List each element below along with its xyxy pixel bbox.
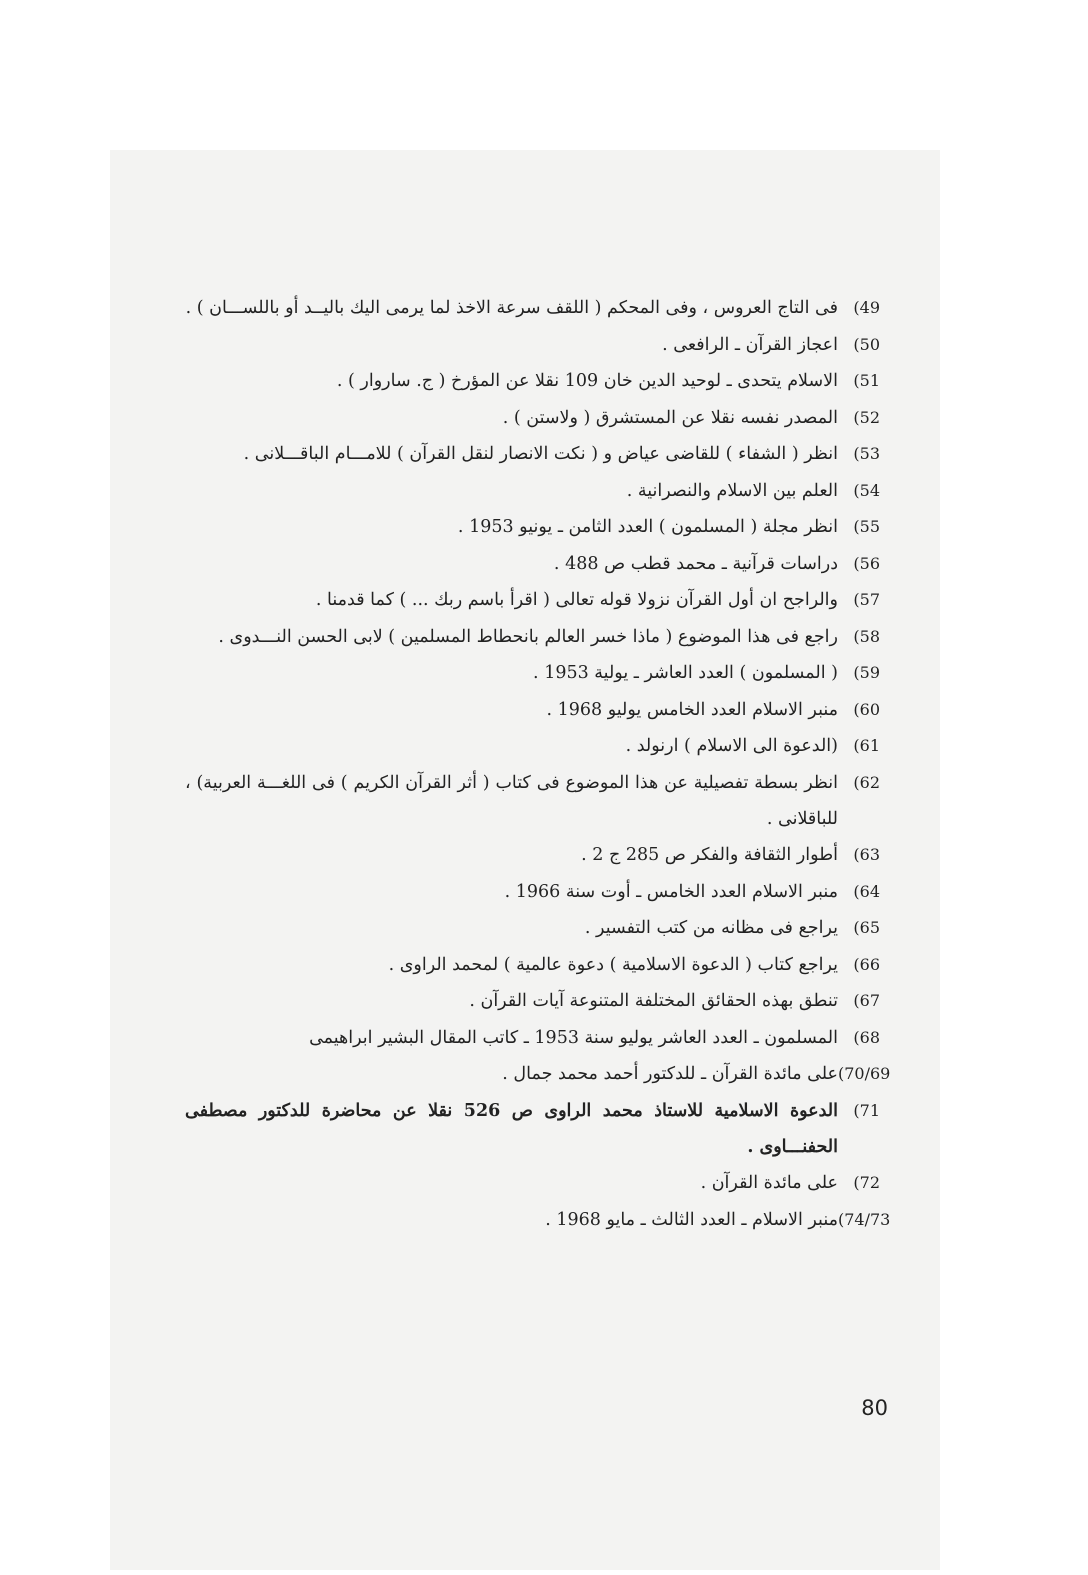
footnote-number: (61: [853, 736, 880, 755]
footnote-text: (الدعوة الى الاسلام ) ارنولد .: [625, 736, 838, 756]
footnote: [185, 290, 880, 326]
footnote-number: (53: [853, 444, 880, 463]
footnote: [185, 327, 880, 363]
footnote-number: (57: [853, 590, 880, 609]
footnote: [185, 765, 880, 837]
footnote-text: المسلمون ـ العدد العاشر يوليو سنة 1953 ـ كاتب المقال البشير ابراهيمى: [309, 1027, 838, 1048]
footnote: [185, 947, 880, 983]
footnotes-list: [185, 290, 891, 1238]
footnote: [185, 473, 880, 509]
footnote: [185, 546, 880, 582]
footnote-text: منبر الاسلام العدد الخامس ـ أوت سنة 1966 .: [504, 881, 838, 902]
footnote: [185, 1093, 880, 1165]
footnote: [185, 655, 880, 691]
footnote: [185, 400, 880, 436]
footnote-number: (51: [853, 371, 880, 390]
footnote-text: تنطق بهذه الحقائق المختلفة المتنوعة آيات القرآن .: [469, 991, 838, 1011]
footnote-number: (72: [853, 1173, 880, 1192]
footnote-text: منبر الاسلام ـ العدد الثالث ـ مايو 1968 .: [545, 1209, 838, 1230]
footnote-number: (54: [853, 480, 880, 500]
footnote: [185, 692, 880, 728]
footnote: [185, 1165, 880, 1201]
footnote-number: (58: [853, 626, 880, 646]
footnote-text: اعجاز القرآن ـ الرافعى .: [662, 334, 838, 355]
footnote-text: فى التاج العروس ، وفى المحكم ( اللقف سرعة الاخذ لما يرمى اليك باليــد أو باللســـان ) .: [185, 298, 838, 318]
footnote-number: (49: [853, 298, 880, 317]
footnote: [185, 619, 880, 655]
footnote: [185, 874, 880, 910]
footnote-text: المصدر نفسه نقلا عن المستشرق ( ولاستن ) .: [502, 407, 838, 428]
footnote-number: (70/69: [838, 1064, 891, 1083]
footnote-text: ( المسلمون ) العدد العاشر ـ يولية 1953 .: [533, 663, 838, 683]
footnote: [185, 1202, 891, 1238]
footnote-text: منبر الاسلام العدد الخامس يوليو 1968 .: [546, 699, 838, 720]
footnote-number: (65: [853, 918, 880, 937]
footnote-text: يراجع فى مظانه من كتب التفسير .: [584, 918, 838, 938]
footnote-text: انظر بسطة تفصيلية عن هذا الموضوع فى كتاب ( أثر القرآن الكريم ) فى اللغـــة العربية) ، للباقلانى .: [185, 772, 838, 829]
footnote: [185, 363, 880, 399]
footnote-number: (55: [853, 517, 880, 536]
footnote: [185, 509, 880, 545]
footnote: [185, 728, 880, 764]
footnote-text: راجع فى هذا الموضوع ( ماذا خسر العالم بانحطاط المسلمين ) لابى الحسن النـــدوى .: [218, 626, 838, 647]
footnote: [185, 1020, 880, 1056]
footnote-number: (52: [853, 407, 880, 427]
footnote-number: (67: [853, 991, 880, 1010]
footnote: [185, 582, 880, 618]
footnote-number: (63: [853, 845, 880, 864]
footnote: [185, 1056, 891, 1092]
footnote-number: (50: [853, 334, 880, 354]
footnote-text: العلم بين الاسلام والنصرانية .: [626, 480, 838, 501]
footnote-text: انظر مجلة ( المسلمون ) العدد الثامن ـ يونيو 1953 .: [457, 517, 838, 537]
footnote-text: دراسات قرآنية ـ محمد قطب ص 488 .: [553, 553, 838, 574]
footnote-text: يراجع كتاب ( الدعوة الاسلامية ) دعوة عالمية ) لمحمد الراوى .: [388, 954, 838, 975]
footnote-text: على مائدة القرآن ـ للدكتور أحمد محمد جمال .: [502, 1064, 838, 1084]
footnote-number: (59: [853, 663, 880, 682]
footnote: [185, 837, 880, 873]
footnote-number: (66: [853, 954, 880, 974]
footnote-text: على مائدة القرآن .: [700, 1173, 838, 1193]
footnote: [185, 910, 880, 946]
footnote-text: انظر ( الشفاء ) للقاضى عياض و ( نكت الانصار لنقل القرآن ) للامـــام الباقـــلانى .: [243, 444, 838, 464]
footnote-number: (62: [853, 772, 880, 792]
footnote-number: (68: [853, 1027, 880, 1047]
footnote-number: (56: [853, 553, 880, 573]
page-number: 80: [861, 1396, 888, 1420]
footnote-text: أطوار الثقافة والفكر ص 285 ج 2 .: [581, 845, 838, 865]
footnote: [185, 436, 880, 472]
footnote-number: (60: [853, 699, 880, 719]
footnote-number: (71: [853, 1100, 880, 1120]
footnote-text: الدعوة الاسلامية للاستاذ محمد الراوى ص 526 نقلا عن محاضرة للدكتور مصطفى الحفنـــاوى .: [185, 1100, 839, 1157]
footnote-text: الاسلام يتحدى ـ لوحيد الدين خان 109 نقلا عن المؤرخ ( ج. ساروار ) .: [336, 371, 838, 391]
footnote-number: (74/73: [838, 1209, 891, 1229]
footnote-number: (64: [853, 881, 880, 901]
footnote: [185, 983, 880, 1019]
footnote-text: والراجح ان أول القرآن نزولا قوله تعالى ( اقرأ باسم ربك ... ) كما قدمنا .: [315, 590, 838, 610]
